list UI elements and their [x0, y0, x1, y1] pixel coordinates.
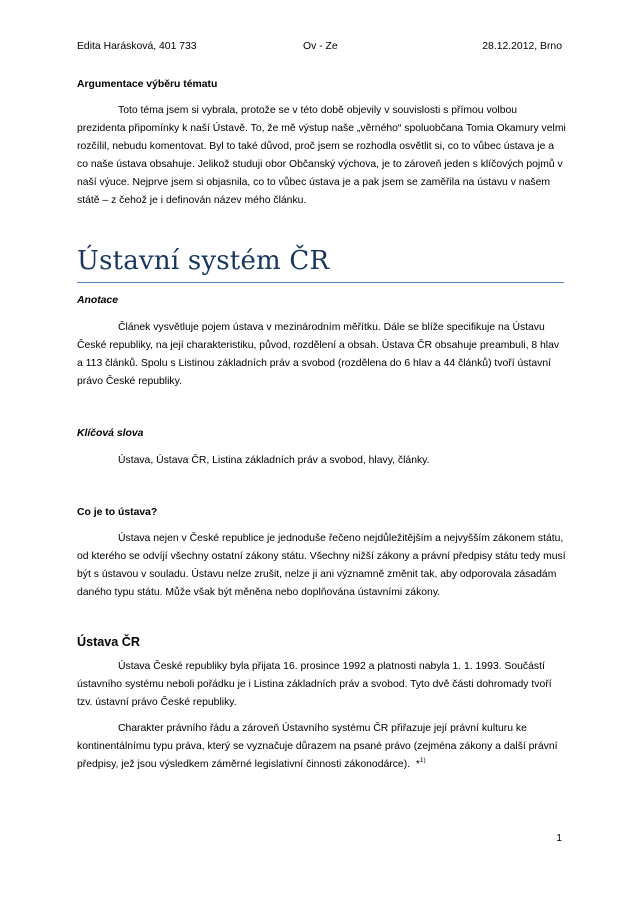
page-number: 1 — [556, 833, 562, 844]
title-underline — [77, 282, 564, 283]
anotace-heading: Anotace — [77, 295, 118, 306]
keywords-paragraph: Ústava, Ústava ČR, Listina základních práv a svobod, hlavy, články. — [118, 455, 430, 466]
intro-paragraph: Toto téma jsem si vybrala, protože se v této době objevily v souvislosti s přímou volbou prezidenta připomínky k naší Ústavě. To, že mě výstup naše „věrného“ spoluobčana Tomia Okamury velmi rozčílil, nebudu komentovat. Byl to také důvod, proč jsem se rozhodla osvětlit si, co to vůbec ústava je a co naše ústava obsahuje. Jelikož studuji obor Občanský výchova, je to zároveň jeden s klíčových pojmů v naší výuce. Nejprve jsem si objasnila, co to vůbec ústava je a pak jsem se zaměřila na ústavu v našem státě – z čehož je i definován název mého článku. — [77, 105, 566, 206]
header-author: Edita Harásková, 401 733 — [77, 41, 197, 52]
document-body — [77, 76, 567, 774]
ustava-cr-paragraph-2-text: Charakter právního řádu a zároveň Ústavního systému ČR přiřazuje její právní kulturu ke kontinentálnímu typu práva, který se vyznačuje důrazem na psané právo (zejména zákony a další právní předpisy, jež jsou výsledkem záměrné legislativní činnosti zákonodárce). — [77, 723, 558, 770]
header-course: Ov - Ze — [303, 41, 338, 52]
article-title: Ústavní systém ČR — [77, 246, 330, 276]
header-date-place: 28.12.2012, Brno — [482, 41, 562, 52]
page-header — [77, 40, 562, 54]
footnote-mark: * — [415, 759, 420, 770]
what-is-constitution-paragraph: Ústava nejen v České republice je jednoduše řečeno nejdůležitějším a nejvyšším zákonem státu, od kterého se odvíjí všechny ostatní zákony státu. Všechny nižší zákony a právní předpisy státu tedy musí být s ústavou v souladu. Ústavu nelze zrušit, nelze ji ani významně změnit tak, aby odporovala zásadám daného typu státu. Může však být měněna nebo doplňována ústavními zákony. — [77, 533, 566, 598]
keywords-heading: Klíčová slova — [77, 428, 144, 439]
what-is-constitution-heading: Co je to ústava? — [77, 507, 158, 518]
footnote-reference: 1) — [419, 757, 426, 764]
intro-heading: Argumentace výběru tématu — [77, 79, 218, 90]
anotace-paragraph: Článek vysvětluje pojem ústava v mezinárodním měřítku. Dále se blíže specifikuje na Ústavu České republiky, na její charakteristiku, původ, rozdělení a obsah. Ústava ČR obsahuje preambuli, 8 hlav a 113 článků. Spolu s Listinou základních práv a svobod (rozdělena do 6 hlav a 44 článků) tvoří ústavní právo České republiky. — [77, 322, 560, 387]
ustava-cr-paragraph-2 — [77, 720, 567, 774]
ustava-cr-heading: Ústava ČR — [77, 635, 140, 649]
ustava-cr-paragraph-1: Ústava České republiky byla přijata 16. prosince 1992 a platnosti nabyla 1. 1. 1993. Součástí ústavního systému neboli pořádku je i Listina základních práv a svobod. Tyto dvě části dohromady tvoří tzv. ústavní právo České republiky. — [77, 661, 552, 708]
